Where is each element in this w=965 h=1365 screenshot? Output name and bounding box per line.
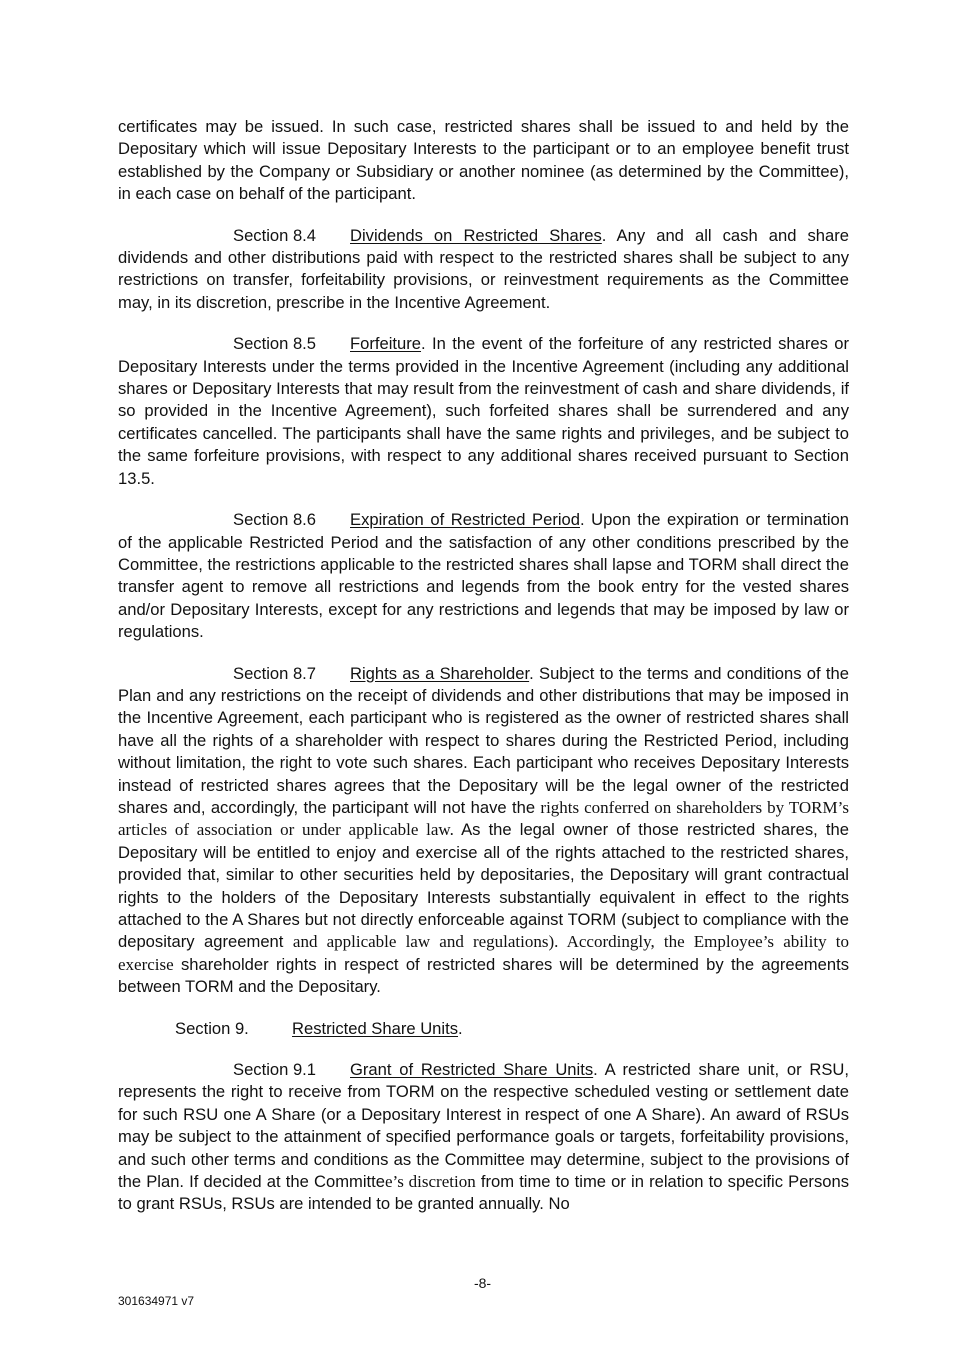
section-number: Section 8.5 <box>233 334 317 354</box>
section-body: . Any and all cash and share dividends and other distributions paid with respect to the restricted shares shall be subject to any restrictions on transfer, forfeitability provisions, or reinvestment requirements as the Committee may, in its discretion, prescribe in the Incentive Agreement. <box>118 225 849 312</box>
section-number: Section 8.7 <box>233 663 317 683</box>
page-number: -8- <box>473 1275 492 1291</box>
document-body <box>118 116 849 1235</box>
section-8-6 <box>118 509 849 643</box>
section-8-7 <box>118 663 849 999</box>
section-body-part-2: e’s discretion <box>385 1172 476 1192</box>
document-id: 301634971 v7 <box>118 1294 195 1308</box>
section-body-part-1: . Subject to the terms and conditions of the Plan and any restrictions on the receipt of dividends and other distributions that may be imposed in the Incentive Agreement, each participant who is registered as the owner of restricted shares shall have all the rights of a shareholder with respect to shares during the Restricted Period, including without limitation, the right to vote such shares. Each participant who receives Depositary Interests instead of restricted shares agrees that the Depositary will be the legal owner of the restricted shares and, accordingly, the participant will not have the <box>118 663 849 817</box>
section-body-part-3: As the legal owner of those restricted shares, the Depositary will be entitled to enjoy and exercise all of the rights attached to the restricted shares, provided that, similar to other securities held by depositaries, the Depositary will grant contractual rights to the holders of the Depositary Interests substantially equivalent in effect to the rights attached to the A Shares but not directly enforceable against TORM (subject to compliance with the depositary agreement <box>118 820 849 952</box>
section-number: Section 9.1 <box>233 1060 317 1080</box>
section-body-part-5: shareholder rights in respect of restricted shares will be determined by the agreements between TORM and the Depositary. <box>118 954 849 997</box>
section-8-5 <box>118 333 849 490</box>
section-title: Grant of Restricted Share Units <box>350 1060 594 1080</box>
section-8-4 <box>118 225 849 315</box>
intro-paragraph <box>118 116 849 206</box>
section-number: Section 8.4 <box>233 225 317 245</box>
section-number: Section 9. <box>175 1018 249 1038</box>
section-title: Rights as a Shareholder <box>350 663 530 683</box>
section-body-part-3: from time to time or in relation to specific Persons to grant RSUs, RSUs are intended to be granted annually. No <box>118 1172 850 1214</box>
section-title: Expiration of Restricted Period <box>350 510 580 530</box>
section-body-part-1: . A restricted share unit, or RSU, represents the right to receive from TORM on the respective scheduled vesting or settlement date for such RSU one A Share (or a Depositary Interest in respect of one A Share). An award of RSUs may be subject to the attainment of specified performance goals or targets, forfeitability provisions, and such other terms and conditions as the Committee may determine, subject to the provisions of the Plan. If decided at the Committe <box>118 1060 849 1192</box>
intro-text: certificates may be issued. In such case, restricted shares shall be issued to and held by the Depositary which will issue Depositary Interests to the participant or to an employee benefit trust established by the Company or Subsidiary or another nominee (as determined by the Committee), in each case on behalf of the participant. <box>118 117 849 204</box>
section-9-1 <box>118 1059 849 1216</box>
section-body-part-2: rights conferred on shareholders by TORM’s articles of association or under applicable law. <box>118 797 849 840</box>
section-number: Section 8.6 <box>233 510 317 530</box>
section-body: . Upon the expiration or termination of the applicable Restricted Period and the satisfaction of any other conditions prescribed by the Committee, the restrictions applicable to the restricted shares shall lapse and TORM shall direct the transfer agent to remove all restrictions and legends from the book entry for the vested shares and/or Depositary Interests, except for any restrictions and legends that may be imposed by law or regulations. <box>118 510 849 642</box>
section-9-heading <box>118 1018 849 1040</box>
section-title: Dividends on Restricted Shares <box>350 225 602 245</box>
section-body-part-4: and applicable law and regulations). Accordingly, the Employee’s ability to exercise <box>118 932 849 974</box>
section-title: Restricted Share Units <box>292 1018 459 1038</box>
section-title-end: . <box>458 1018 463 1038</box>
section-title: Forfeiture <box>350 334 422 354</box>
section-body: . In the event of the forfeiture of any restricted shares or Depositary Interests under the terms provided in the Incentive Agreement (including any additional shares or Depositary Interests that may result from the reinvestment of cash and share dividends, if so provided in the Incentive Agreement), such forfeited shares shall be surrendered and any certificates cancelled. The participants shall have the same rights and privileges, and be subject to the same forfeiture provisions, with respect to any additional shares received pursuant to Section 13.5. <box>118 334 849 488</box>
